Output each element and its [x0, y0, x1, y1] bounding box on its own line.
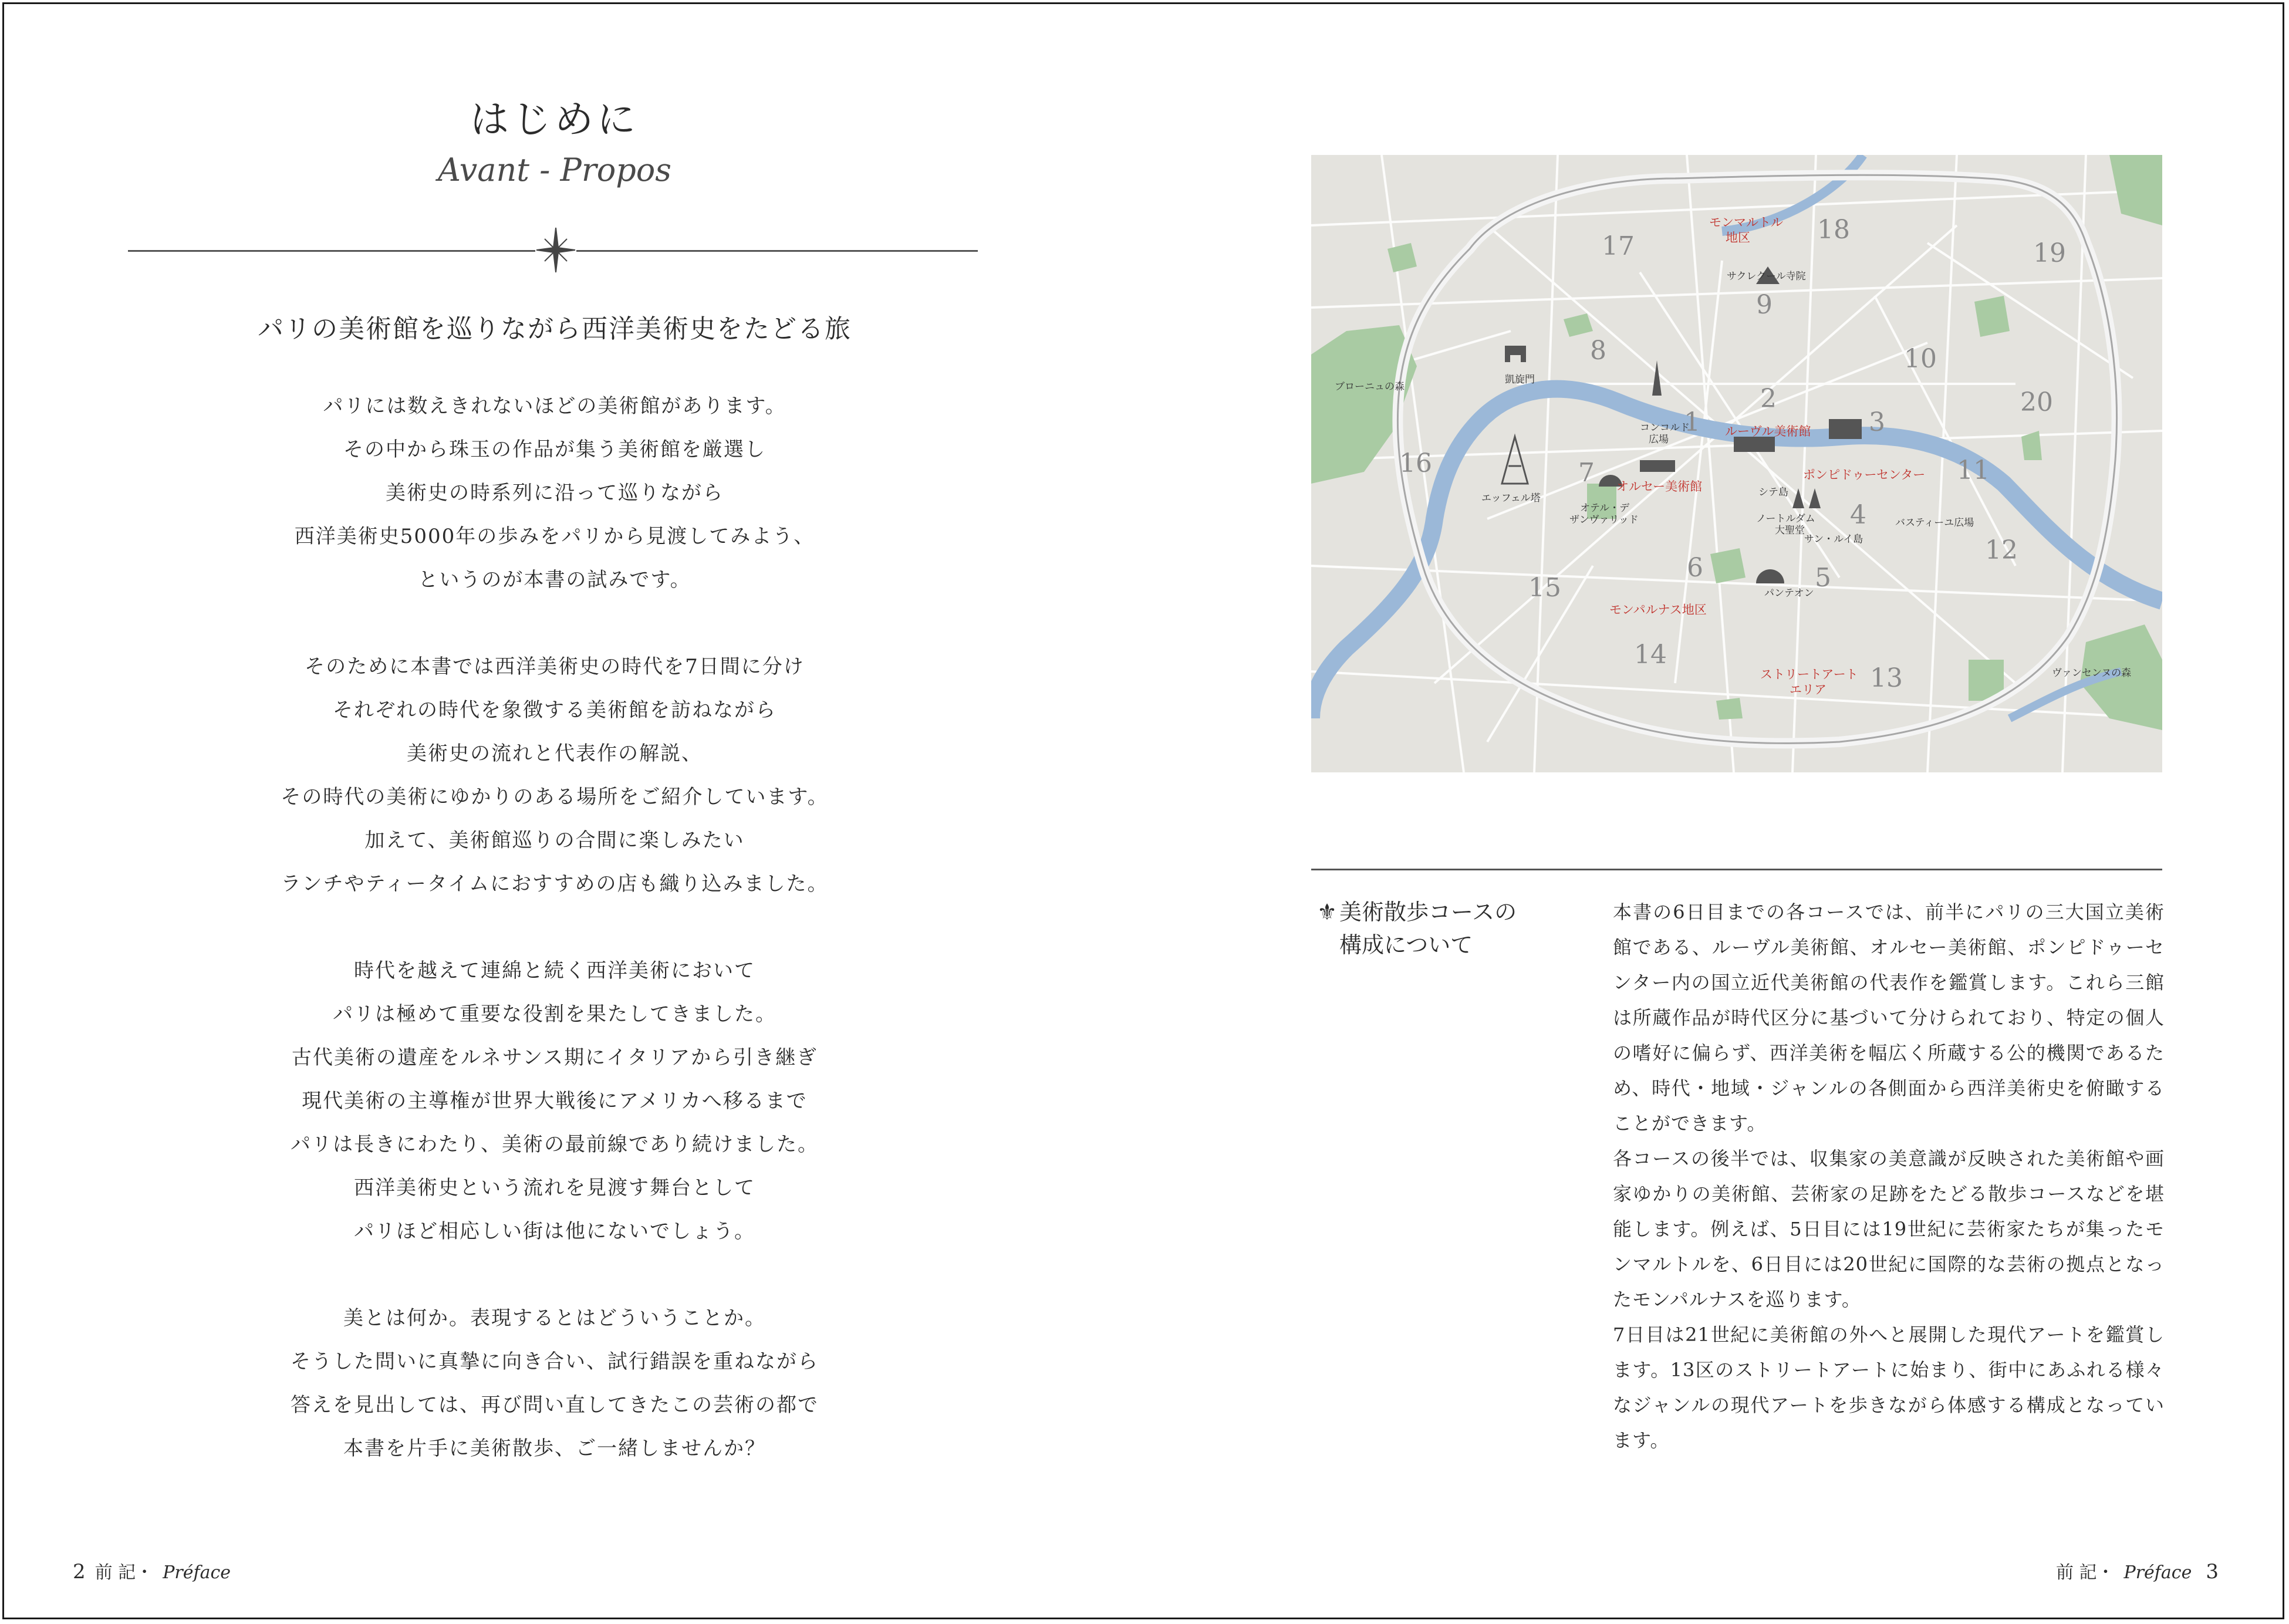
- intro-line: その時代の美術にゆかりのある場所をご紹介しています。: [281, 785, 829, 809]
- folio-italic: Préface: [163, 1562, 231, 1583]
- course-paragraph: 7日目は21世紀に美術館の外へと展開した現代アートを鑑賞します。13区のストリートアートに始まり、街中にあふれる様々なジャンルの現代アートを歩きながら体感する構成となっています。: [1613, 1323, 2165, 1451]
- district-3: 3: [1869, 407, 1885, 437]
- district-8: 8: [1590, 336, 1606, 366]
- district-15: 15: [1528, 573, 1561, 603]
- label-arc: 凱旋門: [1505, 374, 1535, 386]
- label-cite: シテ島: [1758, 487, 1788, 498]
- fleur-de-lis-icon: ⚜: [1316, 899, 1338, 925]
- course-paragraph: 各コースの後半では、収集家の美意識が反映された美術館や画家ゆかりの美術館、芸術家の足跡をたどる散歩コースなどを堪能します。例えば、5日目には19世紀に芸術家たちが集ったモンマルトルを、6日目には20世紀に国際的な芸術の拠点となったモンパルナスを巡ります。: [1613, 1147, 2165, 1311]
- intro-body: [129, 384, 980, 1470]
- intro-line: ランチやティータイムにおすすめの店も織り込みました。: [281, 872, 829, 896]
- intro-line: そうした問いに真摯に向き合い、試行錯誤を重ねながら: [291, 1350, 819, 1373]
- label-montmartre-2: 地区: [1726, 231, 1750, 245]
- label-vincennes: ヴァンセンヌの森: [2052, 667, 2132, 679]
- paragraph-gap: [129, 602, 980, 645]
- section-divider: [1311, 869, 2162, 870]
- course-heading-line: 美術散歩コースの: [1339, 899, 1517, 925]
- district-9: 9: [1756, 290, 1773, 320]
- label-concorde-2: 広場: [1649, 434, 1669, 445]
- district-14: 14: [1634, 640, 1667, 670]
- label-pompidou: ポンピドゥーセンター: [1803, 468, 1926, 482]
- folio-right: [2047, 1558, 2219, 1584]
- intro-line: 時代を越えて連綿と続く西洋美術において: [354, 959, 755, 982]
- district-10: 10: [1904, 344, 1937, 374]
- district-1: 1: [1684, 407, 1700, 437]
- page-number: 2: [73, 1560, 86, 1584]
- intro-line: 答えを見出しては、再び問い直してきたこの芸術の都で: [291, 1393, 819, 1417]
- page-number: 3: [2206, 1560, 2219, 1584]
- course-heading: [1315, 896, 1561, 961]
- district-5: 5: [1815, 563, 1831, 593]
- course-paragraph: 本書の6日目までの各コースでは、前半にパリの三大国立美術館である、ルーヴル美術館、オルセー美術館、ポンピドゥーセンター内の国立近代美術館の代表作を鑑賞します。これら三館は所蔵作品が時代区分に基づいて分けられており、特定の個人の嗜好に偏らず、西洋美術を幅広く所蔵する公的機関であるため、時代・地域・ジャンルの各側面から西洋美術史を俯瞰することができます。: [1613, 901, 2165, 1135]
- intro-line: 西洋美術史5000年の歩みをパリから見渡してみよう、: [294, 525, 815, 548]
- intro-line: 古代美術の遺産をルネサンス期にイタリアから引き継ぎ: [291, 1046, 818, 1069]
- intro-line: 現代美術の主導権が世界大戦後にアメリカへ移るまで: [302, 1089, 808, 1113]
- louvre-icon: [1734, 437, 1775, 452]
- compass-rose-icon: [535, 225, 576, 275]
- district-4: 4: [1850, 500, 1866, 530]
- label-notre-dame: ノートルダム: [1756, 513, 1815, 525]
- district-17: 17: [1602, 231, 1635, 261]
- intro-line: パリほど相応しい街は他にないでしょう。: [354, 1220, 755, 1243]
- district-20: 20: [2020, 387, 2053, 417]
- district-2: 2: [1760, 384, 1777, 414]
- intro-line: その中から珠玉の作品が集う美術館を厳選し: [343, 438, 766, 461]
- pompidou-icon: [1829, 419, 1862, 439]
- lead-heading: パリの美術館を巡りながら西洋美術史をたどる旅: [258, 314, 852, 344]
- label-notre-dame-2: 大聖堂: [1775, 525, 1805, 536]
- label-bastille: バスティーユ広場: [1895, 517, 1974, 529]
- label-montparnasse: モンパルナス地区: [1609, 603, 1707, 617]
- intro-line: 加えて、美術館巡りの合間に楽しみたい: [364, 829, 745, 852]
- page-title: はじめに: [470, 97, 639, 142]
- page-subtitle: Avant - Propos: [437, 151, 671, 188]
- folio-left: [73, 1558, 231, 1584]
- intro-line: それぞれの時代を象徴する美術館を訪ねながら: [333, 698, 776, 722]
- intro-line: 美術史の時系列に沿って巡りながら: [386, 481, 724, 505]
- label-orsay: オルセー美術館: [1616, 480, 1703, 494]
- orsay-icon: [1640, 460, 1675, 472]
- intro-line: 本書を片手に美術散歩、ご一緒しませんか？: [343, 1437, 766, 1460]
- district-11: 11: [1957, 455, 1990, 485]
- intro-line: パリは長きにわたり、美術の最前線であり続けました。: [291, 1133, 819, 1156]
- district-13: 13: [1870, 663, 1903, 693]
- intro-line: 美とは何か。表現するとはどういうことか。: [343, 1306, 766, 1330]
- district-16: 16: [1399, 448, 1432, 478]
- label-street-art: ストリートアート: [1760, 667, 1858, 681]
- folio-label: 前 記・: [2055, 1562, 2115, 1583]
- label-invalides-2: ザンヴァリッド: [1569, 514, 1639, 526]
- intro-line: パリは極めて重要な役割を果たしてきました。: [333, 1002, 776, 1026]
- district-7: 7: [1578, 458, 1595, 488]
- course-description: [1613, 894, 2165, 1458]
- label-boulogne: ブローニュの森: [1335, 381, 1405, 393]
- folio-label: 前 記・: [94, 1562, 154, 1583]
- course-heading-line: 構成について: [1339, 932, 1473, 958]
- folio-italic: Préface: [2123, 1562, 2192, 1583]
- paragraph-gap: [129, 1253, 980, 1297]
- district-19: 19: [2033, 238, 2066, 268]
- district-18: 18: [1817, 215, 1850, 245]
- label-sacre-coeur: サクレクール寺院: [1727, 271, 1806, 282]
- label-concorde: コンコルド: [1640, 422, 1690, 434]
- intro-line: 美術史の流れと代表作の解説、: [407, 742, 703, 765]
- label-montmartre: モンマルトル: [1709, 215, 1783, 229]
- label-st-louis: サン・ルイ島: [1804, 534, 1863, 545]
- label-street-art-2: エリア: [1790, 683, 1827, 697]
- district-6: 6: [1687, 553, 1703, 583]
- district-12: 12: [1985, 535, 2018, 565]
- paris-map: [1311, 155, 2162, 772]
- intro-line: そのために本書では西洋美術史の時代を7日間に分け: [305, 655, 805, 678]
- intro-line: というのが本書の試みです。: [418, 568, 691, 592]
- intro-line: 西洋美術史という流れを見渡す舞台として: [354, 1176, 755, 1200]
- paragraph-gap: [129, 906, 980, 949]
- intro-line: パリには数えきれないほどの美術館があります。: [323, 394, 786, 418]
- label-pantheon: パンテオン: [1764, 588, 1814, 599]
- label-louvre: ルーヴル美術館: [1725, 424, 1811, 438]
- label-invalides: オテル・デ: [1580, 502, 1630, 514]
- label-eiffel: エッフェル塔: [1481, 492, 1541, 504]
